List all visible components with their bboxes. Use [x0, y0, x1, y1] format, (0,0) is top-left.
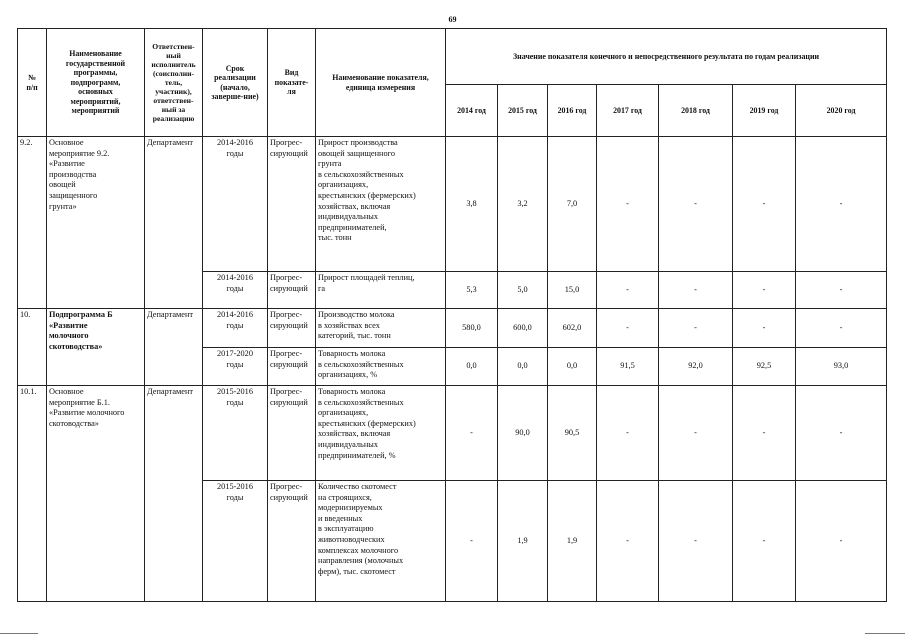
row-kind: Прогрес- сирующий [268, 481, 316, 602]
year-header: 2015 год [498, 85, 548, 137]
value-cell: 1,9 [548, 481, 597, 602]
value-cell: 7,0 [548, 137, 597, 272]
value-cell: - [659, 137, 733, 272]
row-executor: Департамент [145, 309, 203, 386]
row-kind: Прогрес- сирующий [268, 348, 316, 386]
value-cell: - [733, 309, 796, 348]
row-indicator: Количество скотомест на строящихся, модернизируемых и введенных в эксплуатацию животноводческих комплексах молочного направления (молочных ферм), тыс. скотомест [316, 481, 446, 602]
value-cell: - [733, 481, 796, 602]
row-term: 2014-2016 годы [203, 137, 268, 272]
value-cell: - [597, 309, 659, 348]
value-cell: 93,0 [796, 348, 887, 386]
value-cell: 602,0 [548, 309, 597, 348]
value-cell: - [659, 481, 733, 602]
value-cell: - [597, 137, 659, 272]
value-cell: 90,5 [548, 386, 597, 481]
value-cell: 5,0 [498, 272, 548, 309]
value-cell: 92,0 [659, 348, 733, 386]
value-cell: - [597, 386, 659, 481]
scan-artifact-line [865, 633, 905, 634]
value-cell: 5,3 [446, 272, 498, 309]
value-cell: - [446, 386, 498, 481]
table-row [18, 137, 887, 272]
table-row [18, 386, 887, 481]
year-header: 2017 год [597, 85, 659, 137]
value-cell: - [733, 137, 796, 272]
col-header-program: Наименование государственной программы, подпрограмм, основных мероприятий, мероприятий [47, 29, 145, 137]
row-num: 10. [18, 309, 47, 386]
row-term: 2014-2016 годы [203, 309, 268, 348]
year-header: 2020 год [796, 85, 887, 137]
value-cell: 1,9 [498, 481, 548, 602]
value-cell: 0,0 [446, 348, 498, 386]
value-cell: 580,0 [446, 309, 498, 348]
year-header: 2019 год [733, 85, 796, 137]
row-term: 2015-2016 годы [203, 481, 268, 602]
value-cell: - [796, 137, 887, 272]
col-header-num: № п/п [18, 29, 47, 137]
value-cell: - [796, 272, 887, 309]
value-cell: 92,5 [733, 348, 796, 386]
value-cell: 91,5 [597, 348, 659, 386]
row-kind: Прогрес- сирующий [268, 309, 316, 348]
row-indicator: Производство молока в хозяйствах всех категорий, тыс. тонн [316, 309, 446, 348]
table-row [18, 309, 887, 348]
col-header-kind: Вид показате- ля [268, 29, 316, 137]
table-header-row [18, 29, 887, 85]
row-term: 2014-2016 годы [203, 272, 268, 309]
row-indicator: Прирост производства овощей защищенного грунта в сельскохозяйственных организациях, крестьянских (фермерских) хозяйствах, включая индивидуальных предпринимателей, тыс. тонн [316, 137, 446, 272]
row-kind: Прогрес- сирующий [268, 137, 316, 272]
value-cell: - [796, 481, 887, 602]
value-cell: - [597, 272, 659, 309]
row-executor: Департамент [145, 386, 203, 602]
value-cell: - [659, 386, 733, 481]
year-header: 2018 год [659, 85, 733, 137]
row-kind: Прогрес- сирующий [268, 272, 316, 309]
row-program: Основное мероприятие 9.2. «Развитие производства овощей защищенного грунта» [47, 137, 145, 309]
col-header-indicator: Наименование показателя, единица измерения [316, 29, 446, 137]
row-executor: Департамент [145, 137, 203, 309]
value-cell: - [796, 386, 887, 481]
value-cell: 3,8 [446, 137, 498, 272]
row-term: 2015-2016 годы [203, 386, 268, 481]
col-header-term: Срок реализации (начало, заверше-ние) [203, 29, 268, 137]
row-program: Основное мероприятие Б.1. «Развитие молочного скотоводства» [47, 386, 145, 602]
page-number: 69 [448, 15, 457, 24]
indicators-table [17, 28, 887, 602]
row-indicator: Прирост площадей теплиц, га [316, 272, 446, 309]
year-header: 2014 год [446, 85, 498, 137]
col-header-executor: Ответствен- ный исполнитель (соисполни- тель, участник), ответствен- ный за реализацию [145, 29, 203, 137]
row-num: 10.1. [18, 386, 47, 602]
scan-artifact-line [0, 633, 38, 634]
year-header: 2016 год [548, 85, 597, 137]
col-header-values-group: Значение показателя конечного и непосредственного результата по годам реализации [446, 29, 887, 85]
row-indicator: Товарность молока в сельскохозяйственных организациях, крестьянских (фермерских) хозяйствах, включая индивидуальных предпринимателей, % [316, 386, 446, 481]
value-cell: - [446, 481, 498, 602]
value-cell: - [597, 481, 659, 602]
value-cell: - [796, 309, 887, 348]
value-cell: 90,0 [498, 386, 548, 481]
row-program: Подпрограмма Б «Развитие молочного скотоводства» [47, 309, 145, 386]
value-cell: - [733, 272, 796, 309]
value-cell: - [659, 309, 733, 348]
value-cell: - [659, 272, 733, 309]
row-num: 9.2. [18, 137, 47, 309]
value-cell: 3,2 [498, 137, 548, 272]
row-indicator: Товарность молока в сельскохозяйственных организациях, % [316, 348, 446, 386]
row-term: 2017-2020 годы [203, 348, 268, 386]
value-cell: - [733, 386, 796, 481]
row-kind: Прогрес- сирующий [268, 386, 316, 481]
value-cell: 15,0 [548, 272, 597, 309]
value-cell: 600,0 [498, 309, 548, 348]
value-cell: 0,0 [548, 348, 597, 386]
value-cell: 0,0 [498, 348, 548, 386]
